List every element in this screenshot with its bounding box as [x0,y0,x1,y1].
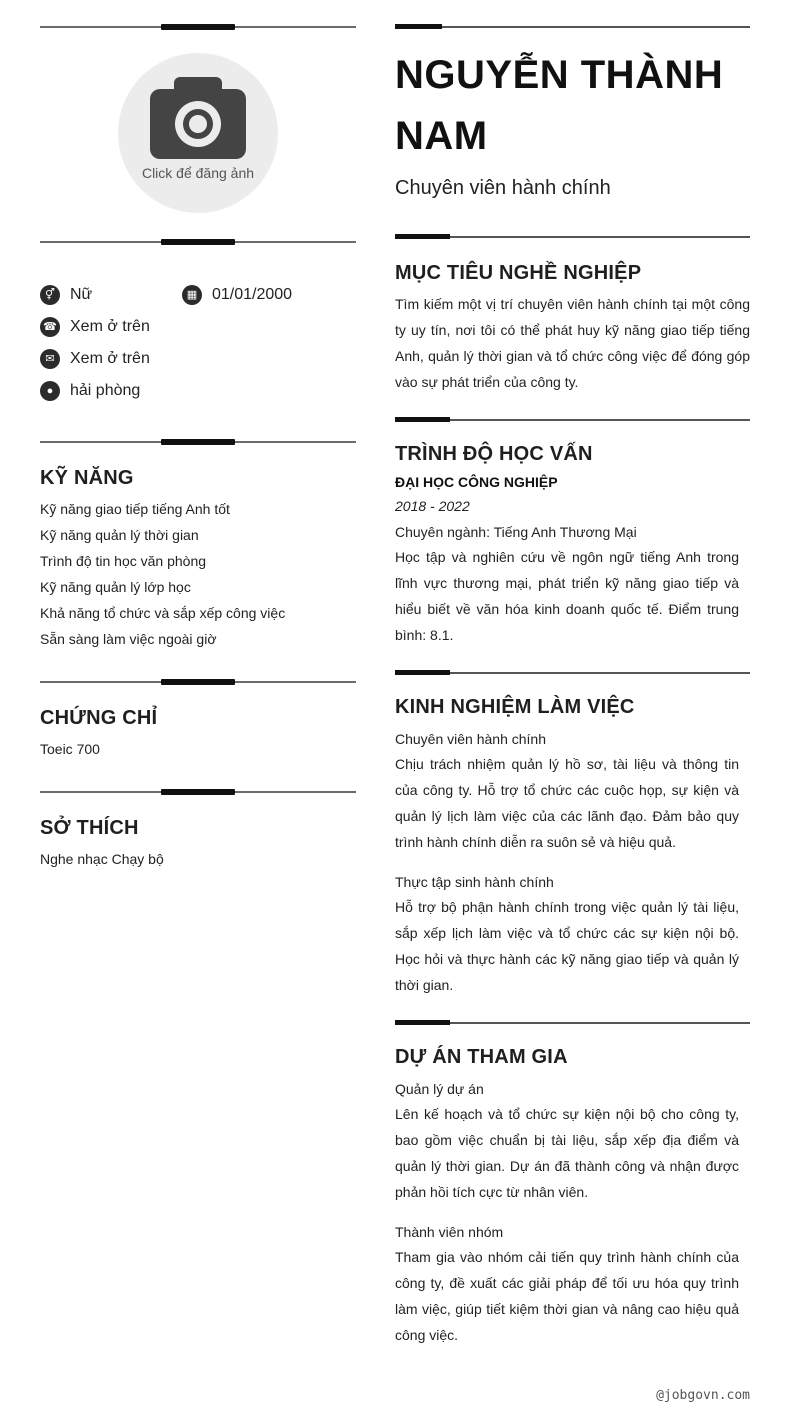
divider [40,437,356,447]
divider [40,237,356,247]
info-row [40,311,356,343]
divider [395,668,750,678]
location-icon: ● [40,381,60,401]
objective-title: MỤC TIÊU NGHỀ NGHIỆP [395,262,642,284]
divider [395,415,750,425]
skill-item: Trình độ tin học văn phòng [40,553,207,569]
phone-value: Xem ở trên [70,318,150,335]
experience-position: Thực tập sinh hành chính [395,874,554,890]
experience-description: Chịu trách nhiệm quản lý hồ sơ, tài liệu và thông tin của công ty. Hỗ trợ tổ chức các cuộc họp, sự kiện và quản lý lịch làm việc của các lãnh đạo. Đảm bảo quy trình hành chính diễn ra suôn sẻ và hiệu quả. [395,756,739,850]
right-column [395,0,750,1348]
education-description: Học tập và nghiên cứu về ngôn ngữ tiếng Anh trong lĩnh vực thương mại, phát triển kỹ năng giao tiếp và hiểu biết về văn hóa kinh doanh quốc tế. Điểm trung bình: 8.1. [395,549,739,643]
skill-item: Kỹ năng quản lý lớp học [40,579,191,595]
job-title: Chuyên viên hành chính [395,177,611,199]
divider [40,22,356,32]
header [395,45,750,200]
certificates-section [40,707,356,762]
certificate-item: Toeic 700 [40,741,100,757]
education-section [395,443,750,648]
calendar-icon: ▦ [182,285,202,305]
divider [40,677,356,687]
project-item [395,1220,739,1348]
experience-title: KINH NGHIỆM LÀM VIỆC [395,696,635,718]
project-item [395,1077,739,1205]
left-column [40,0,356,872]
full-name-line1: NGUYỄN THÀNH [395,53,724,97]
info-row [40,375,356,407]
project-description: Tham gia vào nhóm cải tiến quy trình hành chính của công ty, đề xuất các giải pháp để tối ưu hóa quy trình làm việc, giúp tiết kiệm thời gian và nâng cao hiệu quả công việc. [395,1249,739,1343]
project-name: Quản lý dự án [395,1081,484,1097]
divider [395,232,750,242]
contact-info [40,279,356,407]
study-years: 2018 - 2022 [395,498,470,514]
certificates-title: CHỨNG CHỈ [40,707,158,729]
experience-item [395,870,739,998]
project-description: Lên kế hoạch và tổ chức sự kiện nội bộ cho công ty, bao gồm việc chuẩn bị tài liệu, sắp xếp địa điểm và quản lý thời gian. Dự án đã thành công và nhận được phản hồi tích cực từ nhân viên. [395,1106,739,1200]
experience-section [395,696,750,998]
skill-item: Sẵn sàng làm việc ngoài giờ [40,631,217,647]
divider [395,1018,750,1028]
projects-title: DỰ ÁN THAM GIA [395,1046,568,1068]
hobbies-title: SỞ THÍCH [40,817,139,839]
education-title: TRÌNH ĐỘ HỌC VẤN [395,443,593,465]
experience-description: Hỗ trợ bộ phận hành chính trong việc quản lý tài liệu, sắp xếp lịch làm việc và tổ chức các sự kiện nội bộ. Học hỏi và thực hành các kỹ năng giao tiếp và quản lý thời gian. [395,899,739,993]
major: Chuyên ngành: Tiếng Anh Thương Mại [395,524,637,540]
experience-item [395,727,739,855]
info-row [40,343,356,375]
divider [395,22,750,32]
photo-upload-label: Click để đăng ảnh [141,165,255,181]
skill-item: Khả năng tổ chức và sắp xếp công việc [40,605,286,621]
info-row [40,279,356,311]
birthday-value: 01/01/2000 [212,286,293,303]
objective-text: Tìm kiếm một vị trí chuyên viên hành chính tại một công ty uy tín, nơi tôi có thể phát huy kỹ năng giao tiếp tiếng Anh, quản lý thời gian và tổ chức công việc để đóng góp vào sự phát triển của công ty. [395,296,750,390]
skill-item: Kỹ năng giao tiếp tiếng Anh tốt [40,501,230,517]
hobby-item: Nghe nhạc Chạy bộ [40,851,164,867]
skills-section [40,467,356,652]
email-value: Xem ở trên [70,350,150,367]
skill-item: Kỹ năng quản lý thời gian [40,527,199,543]
school-name: ĐẠI HỌC CÔNG NGHIỆP [395,474,558,490]
phone-icon: ☎ [40,317,60,337]
gender-icon: ⚥ [40,285,60,305]
hobbies-section [40,817,356,872]
divider [40,787,356,797]
objective-section [395,262,750,395]
experience-position: Chuyên viên hành chính [395,731,546,747]
watermark: @jobgovn.com [656,1388,750,1403]
skills-title: KỸ NĂNG [40,467,134,489]
projects-section [395,1046,750,1348]
project-name: Thành viên nhóm [395,1224,504,1240]
email-icon: ✉ [40,349,60,369]
gender-value: Nữ [70,286,93,303]
full-name-line2: NAM [395,114,488,158]
photo-upload[interactable] [118,53,278,213]
address-value: hải phòng [70,382,141,399]
